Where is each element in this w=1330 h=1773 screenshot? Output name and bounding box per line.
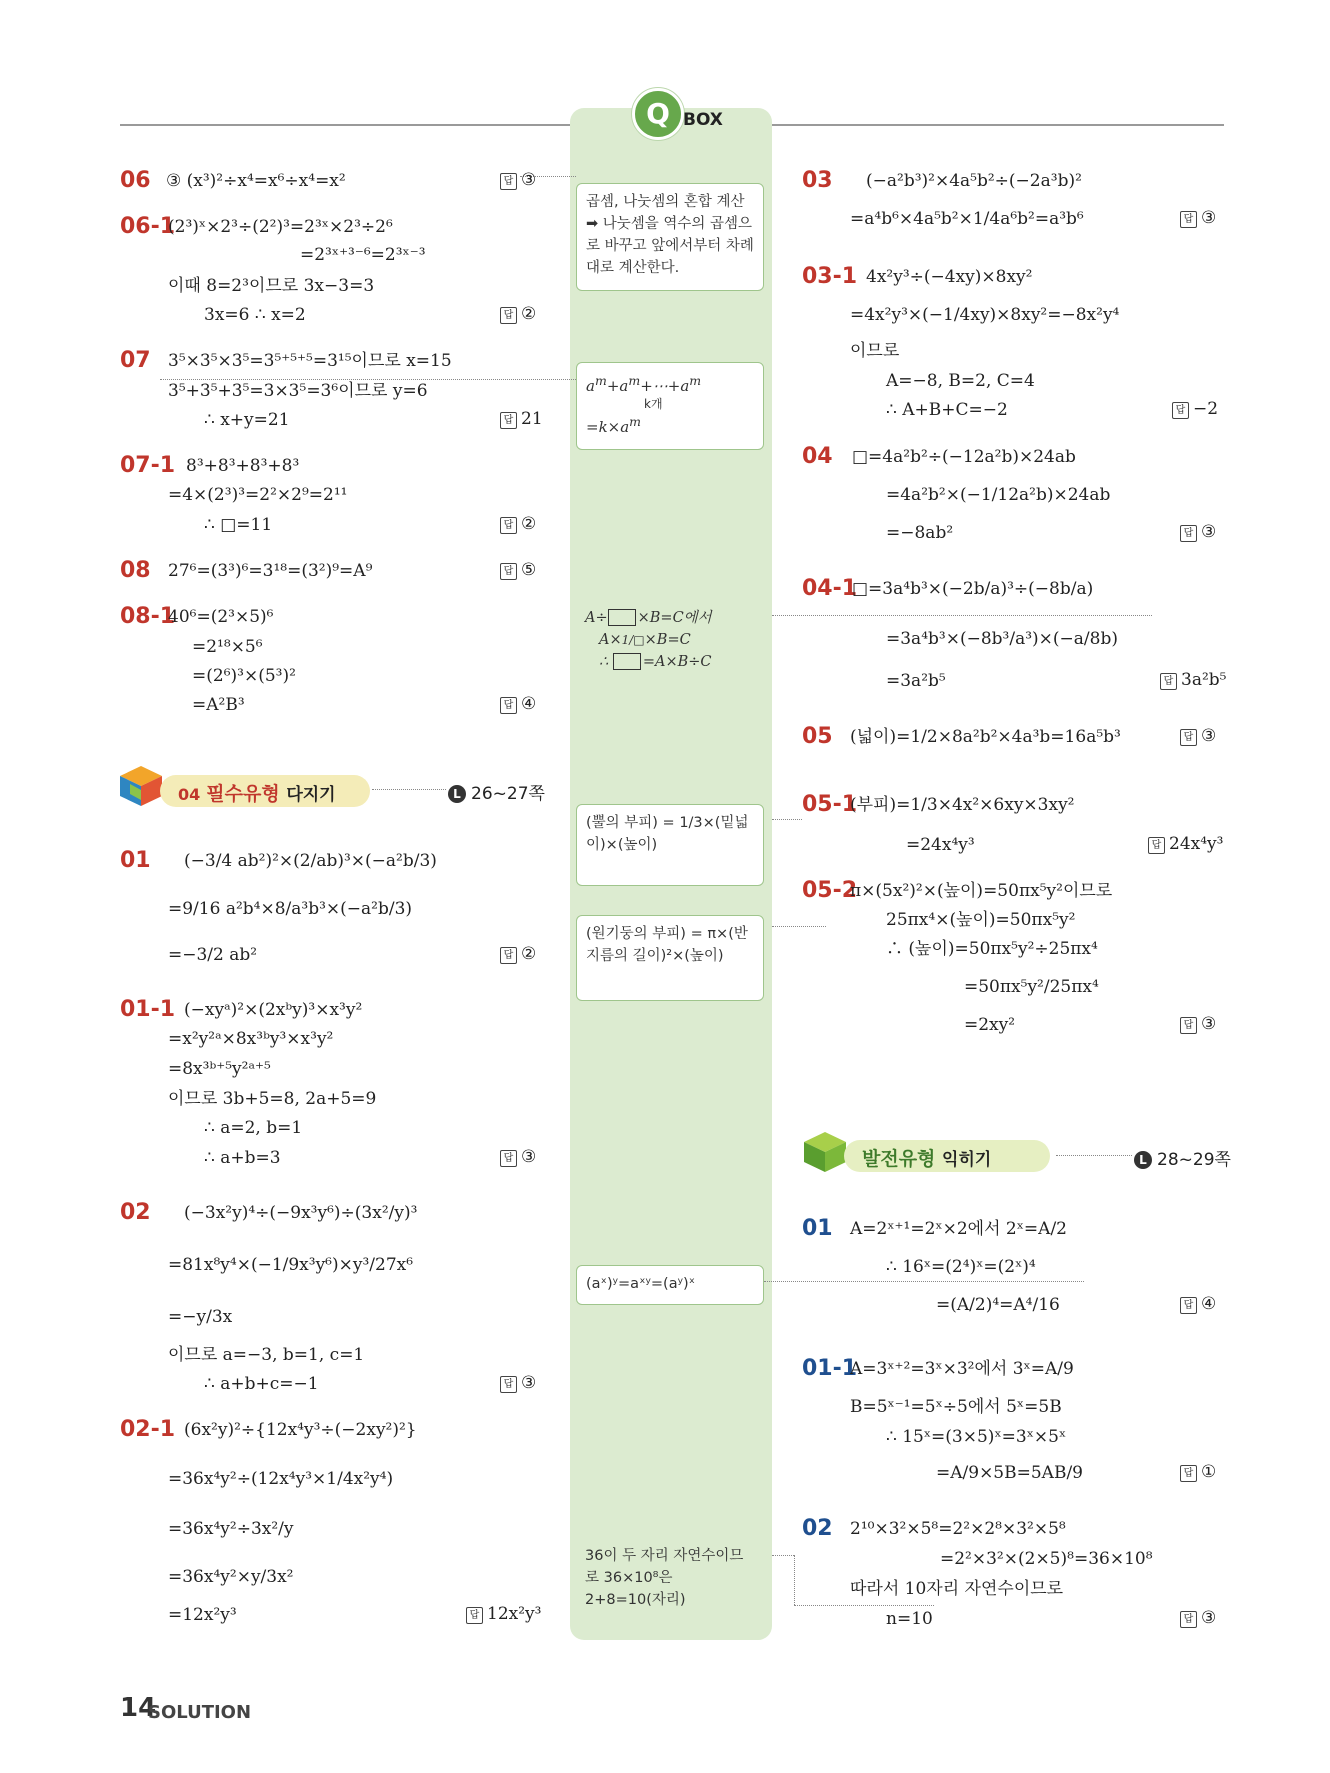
solution-line: 이므로 3b+5=8, 2a+5=9 <box>168 1089 377 1109</box>
answer: 답 ③ <box>1180 208 1216 228</box>
problem-number: 05 <box>802 724 833 749</box>
answer: 답 ② <box>500 514 536 534</box>
solution-line: ∴ x+y=21 <box>204 410 290 430</box>
qbox-note-mixed-ops: 곱셈, 나눗셈의 혼합 계산 ➡ 나눗셈을 역수의 곱셈으로 바꾸고 앞에서부터 차례대로 계산한다. <box>576 183 764 291</box>
leader-line <box>794 1605 934 1606</box>
answer: 답 ③ <box>1180 1608 1216 1628</box>
solution-line: =81x⁸y⁴×(−1/9x³y⁶)×y³/27x⁶ <box>168 1255 414 1275</box>
solution-line: (−a²b³)²×4a⁵b²÷(−2a³b)² <box>866 171 1082 191</box>
solution-line: 3x=6 ∴ x=2 <box>204 305 306 325</box>
solution-line: 이므로 a=−3, b=1, c=1 <box>168 1345 365 1365</box>
solution-line: (−3/4 ab²)²×(2/ab)³×(−a²b/3) <box>184 851 437 871</box>
answer: 답 ② <box>500 304 536 324</box>
leader-line <box>772 926 826 927</box>
solution-line: =2¹⁸×5⁶ <box>192 637 263 657</box>
solution-line: A=3ˣ⁺²=3ˣ×3²에서 3ˣ=A/9 <box>850 1359 1074 1379</box>
solution-line: ∴ A+B+C=−2 <box>886 400 1008 420</box>
answer: 답 24x⁴y³ <box>1148 834 1223 854</box>
problem-number: 02 <box>120 1200 151 1225</box>
section-cube-icon <box>802 1130 848 1174</box>
solution-line: ∴ 15ˣ=(3×5)ˣ=3ˣ×5ˣ <box>886 1427 1067 1447</box>
solution-line: 40⁶=(2³×5)⁶ <box>168 607 274 627</box>
solution-line: =36x⁴y²÷3x²/y <box>168 1519 294 1539</box>
problem-number: 07-1 <box>120 453 176 478</box>
answer: 답 −2 <box>1172 399 1218 419</box>
solution-line: =4a²b²×(−1/12a²b)×24ab <box>886 485 1111 505</box>
answer: 답 ④ <box>1180 1294 1216 1314</box>
answer: 답 12x²y³ <box>466 1604 541 1624</box>
problem-number: 02-1 <box>120 1417 176 1442</box>
leader-line <box>772 819 802 820</box>
section-cube-icon <box>118 764 164 808</box>
solution-line: =50πx⁵y²/25πx⁴ <box>964 977 1099 997</box>
solution-line: π×(5x²)²×(높이)=50πx⁵y²이므로 <box>850 881 1113 901</box>
leader-line <box>1056 1155 1132 1156</box>
problem-number: 08 <box>120 558 151 583</box>
solution-line: 2¹⁰×3²×5⁸=2²×2⁸×3²×5⁸ <box>850 1519 1066 1539</box>
solution-line: 3⁵×3⁵×3⁵=3⁵⁺⁵⁺⁵=3¹⁵이므로 x=15 <box>168 351 452 371</box>
header-rule-left <box>120 124 570 126</box>
problem-number: 05-2 <box>802 878 858 903</box>
solution-line: A=2ˣ⁺¹=2ˣ×2에서 2ˣ=A/2 <box>850 1219 1067 1239</box>
footer-brand: SOLUTION <box>148 1702 252 1723</box>
qbox-note-cylinder-volume: (원기둥의 부피) = π×(반지름의 길이)²×(높이) <box>576 915 764 1001</box>
section-title: 04 필수유형 다지기 <box>178 783 336 805</box>
solution-line: =4x²y³×(−1/4xy)×8xy²=−8x²y⁴ <box>850 305 1120 325</box>
problem-number: 01 <box>120 848 151 873</box>
answer: 답 ③ <box>500 1373 536 1393</box>
problem-number: 07 <box>120 348 151 373</box>
leader-line <box>772 1555 794 1556</box>
solution-line: 이므로 <box>850 341 900 361</box>
solution-line: =2xy² <box>964 1015 1016 1035</box>
leader-line <box>772 615 1152 616</box>
answer: 답 ② <box>500 944 536 964</box>
solution-line: (6x²y)²÷{12x⁴y³÷(−2xy²)²} <box>184 1420 417 1440</box>
qbox-note-power-rule: (aˣ)ʸ=aˣʸ=(aʸ)ˣ <box>576 1265 764 1305</box>
answer: 답 ④ <box>500 694 536 714</box>
header-rule-right <box>772 124 1224 126</box>
solution-line: =A/9×5B=5AB/9 <box>936 1463 1083 1483</box>
solution-line: □=3a⁴b³×(−2b/a)³÷(−8b/a) <box>852 579 1094 599</box>
solution-line: ∴ 16ˣ=(2⁴)ˣ=(2ˣ)⁴ <box>886 1257 1036 1277</box>
problem-number: 06-1 <box>120 214 176 239</box>
answer: 답 ③ <box>1180 1014 1216 1034</box>
solution-line: 8³+8³+8³+8³ <box>186 456 300 476</box>
solution-line: ∴ a=2, b=1 <box>204 1118 303 1138</box>
solution-line: ∴ □=11 <box>204 515 273 535</box>
solution-line: =36x⁴y²×y/3x² <box>168 1567 294 1587</box>
solution-line: =3a⁴b³×(−8b³/a³)×(−a/8b) <box>886 629 1118 649</box>
solution-line: =9/16 a²b⁴×8/a³b³×(−a²b/3) <box>168 899 413 919</box>
leader-line <box>372 789 446 790</box>
problem-number: 02 <box>802 1516 833 1541</box>
answer: 답 ⑤ <box>500 560 536 580</box>
solution-line: =−y/3x <box>168 1307 233 1327</box>
section-title: 발전유형 익히기 <box>862 1148 992 1170</box>
solution-line: =A²B³ <box>192 695 245 715</box>
solution-line: 이때 8=2³이므로 3x−3=3 <box>168 276 375 296</box>
answer: 답 ③ <box>1180 522 1216 542</box>
solution-line: 따라서 10자리 자연수이므로 <box>850 1579 1064 1599</box>
solution-line: (넓이)=1/2×8a²b²×4a³b=16a⁵b³ <box>850 727 1121 747</box>
solution-line: 27⁶=(3³)⁶=3¹⁸=(3²)⁹=A⁹ <box>168 561 373 581</box>
problem-number: 01 <box>802 1216 833 1241</box>
solution-line: =a⁴b⁶×4a⁵b²×1/4a⁶b²=a³b⁶ <box>850 209 1084 229</box>
answer: 답 ① <box>1180 1462 1216 1482</box>
solution-line: =4×(2³)³=2²×2⁹=2¹¹ <box>168 485 348 505</box>
solution-line: 4x²y³÷(−4xy)×8xy² <box>866 267 1033 287</box>
solution-line: (−3x²y)⁴÷(−9x³y⁶)÷(3x²/y)³ <box>184 1203 418 1223</box>
solution-line: ∴ a+b=3 <box>204 1148 281 1168</box>
problem-number: 03 <box>802 168 833 193</box>
leader-line <box>794 1555 795 1605</box>
solution-line: =3a²b⁵ <box>886 671 946 691</box>
qbox-logo: Q <box>632 88 684 140</box>
qbox-note-cone-volume: (뿔의 부피) = 1/3×(밑넓이)×(높이) <box>576 804 764 886</box>
solution-line: (−xyᵃ)²×(2xᵇy)³×x³y² <box>184 1000 363 1020</box>
problem-number: 03-1 <box>802 264 858 289</box>
solution-line: ∴ a+b+c=−1 <box>204 1374 319 1394</box>
problem-number: 05-1 <box>802 792 858 817</box>
solution-line: =8x³ᵇ⁺⁵y²ᵃ⁺⁵ <box>168 1059 271 1079</box>
qbox-note-unknown-box: A÷ ×B=C에서 A×1/□×B=C ∴ =A×B÷C <box>585 610 712 670</box>
qbox-label: BOX <box>683 110 723 130</box>
solution-line: 3⁵+3⁵+3⁵=3×3⁵=3⁶이므로 y=6 <box>168 381 428 401</box>
problem-number: 04-1 <box>802 576 858 601</box>
answer: 답 ③ <box>1180 726 1216 746</box>
qbox-note-repeated-sum: $a^m+a^m+\cdots+a^m$ k개 $=k\times a^m$ <box>576 362 764 450</box>
solution-line: =−8ab² <box>886 523 954 543</box>
solution-line: A=−8, B=2, C=4 <box>886 371 1035 391</box>
answer: 답 ③ <box>500 1147 536 1167</box>
solution-line: (2³)ˣ×2³÷(2²)³=2³ˣ×2³÷2⁶ <box>168 217 393 237</box>
solution-line: =−3/2 ab² <box>168 945 258 965</box>
solution-line: (부피)=1/3×4x²×6xy×3xy² <box>850 795 1075 815</box>
solution-line: =2³ˣ⁺³⁻⁶=2³ˣ⁻³ <box>300 245 426 265</box>
problem-number: 01-1 <box>120 997 176 1022</box>
solution-line: ③ (x³)²÷x⁴=x⁶÷x⁴=x² <box>166 171 346 191</box>
answer: 답 3a²b⁵ <box>1160 670 1226 690</box>
page-number: 14 <box>120 1693 157 1723</box>
solution-line: □=4a²b²÷(−12a²b)×24ab <box>852 447 1076 467</box>
solution-line: =36x⁴y²÷(12x⁴y³×1/4x²y⁴) <box>168 1469 394 1489</box>
solution-line: B=5ˣ⁻¹=5ˣ÷5에서 5ˣ=5B <box>850 1397 1062 1417</box>
problem-number: 06 <box>120 168 151 193</box>
solution-line: =2²×3²×(2×5)⁸=36×10⁸ <box>940 1549 1153 1569</box>
solution-line: 25πx⁴×(높이)=50πx⁵y² <box>886 910 1076 930</box>
solution-line: =(2⁶)³×(5³)² <box>192 666 296 686</box>
solution-line: =x²y²ᵃ×8x³ᵇy³×x³y² <box>168 1029 334 1049</box>
problem-number: 08-1 <box>120 604 176 629</box>
answer-icon: 답 <box>500 173 517 190</box>
solution-line: =12x²y³ <box>168 1605 237 1625</box>
section-pages: L 26~27쪽 <box>448 779 545 804</box>
section-pages: L 28~29쪽 <box>1134 1145 1231 1170</box>
answer: 답 ③ <box>500 170 536 190</box>
leader-line <box>764 1281 1084 1282</box>
qbox-note-digit-count: 36이 두 자리 자연수이므로 36×10⁸은 2+8=10(자리) <box>585 1548 744 1608</box>
answer: 답 21 <box>500 409 543 429</box>
solution-line: =24x⁴y³ <box>906 835 975 855</box>
solution-line: =(A/2)⁴=A⁴/16 <box>936 1295 1060 1315</box>
solution-line: ∴ (높이)=50πx⁵y²÷25πx⁴ <box>886 939 1098 959</box>
problem-number: 01-1 <box>802 1356 858 1381</box>
solution-line: n=10 <box>886 1609 933 1629</box>
problem-number: 04 <box>802 444 833 469</box>
